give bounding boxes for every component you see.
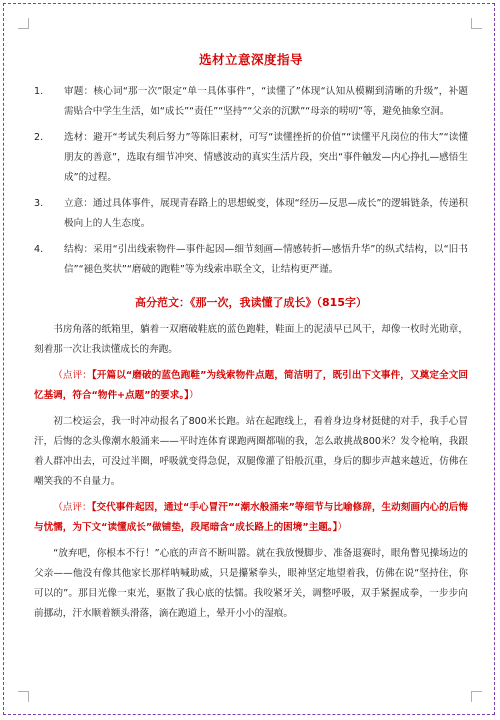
corner-mark-top-left [18, 18, 29, 29]
corner-mark-top-right [471, 18, 482, 29]
item-text: 选材：避开“考试失利后努力”等陈旧素材，可写“读懂挫折的价值”“读懂平凡岗位的伟大”“读懂朋友的善意”，选取有细节冲突、情感波动的真实生活片段，突出“事件触发—内心挣扎—感悟生成”的过程。 [64, 132, 468, 183]
guide-item-2 [34, 128, 468, 188]
item-text: 立意：通过具体事件，展现青春路上的思想蜕变，体现“经历—反思—成长”的逻辑链条，传递积极向上的人生态度。 [64, 198, 468, 229]
item-number: 1. [34, 86, 44, 97]
item-text: 结构：采用“引出线索物件—事件起因—细节刻画—情感转折—感悟升华”的纵式结构，以“旧书信”“褪色奖状”“磨破的跑鞋”等为线索串联全文，让结构更严谨。 [64, 244, 468, 275]
guide-item-3 [34, 194, 468, 234]
corner-mark-bottom-left [18, 691, 29, 702]
guide-item-1 [34, 82, 468, 122]
document-body [34, 50, 468, 630]
corner-mark-bottom-right [471, 691, 482, 702]
guide-item-4 [34, 240, 468, 280]
comment-1 [34, 366, 468, 406]
comment-body: 【开篇以“磨破的蓝色跑鞋”为线索物件点题，简洁明了，既引出下文事件，又奠定全文回忆基调，符合“物件+点题”的要求。】 [34, 370, 469, 401]
comment-end: ） [188, 390, 199, 401]
essay-paragraph-1: 书房角落的纸箱里，躺着一双磨破鞋底的蓝色跑鞋，鞋面上的泥渍早已风干，却像一枚时光勋章，刻着那一次让我读懂成长的奔跑。 [34, 324, 468, 355]
item-number: 2. [34, 132, 44, 143]
page-title: 选材立意深度指导 [198, 52, 303, 67]
item-text: 审题：核心词“那一次”限定“单一具体事件”，“读懂了”体现“认知从模糊到清晰的升级”，补题需贴合中学生生活，如“成长”“责任”“坚持”“父亲的沉默”“母亲的唠叨”等，避免抽象空洞。 [64, 86, 468, 117]
comment-label: （点评： [53, 502, 92, 513]
comment-end: ） [337, 522, 348, 533]
comment-label: （点评： [53, 370, 92, 381]
comment-body: 【交代事件起因，通过“手心冒汗”“潮水般涌来”等细节与比喻修辞，生动刻画内心的后悔与忧懦，为下文“读懂成长”做铺垫，段尾暗含“成长路上的困境”主题。】 [34, 502, 469, 533]
essay-paragraph-3: “放弃吧，你根本不行！”心底的声音不断叫嚣。就在我放慢脚步、准备退赛时，眼角瞥见操场边的父亲——他没有像其他家长那样呐喊助威，只是攥紧拳头，眼神坚定地望着我，仿佛在说“坚持住，你可以的”。那目光像一束光，驱散了我心底的怯懦。我咬紧牙关，调整呼吸，双手紧握成拳，一步步向前挪动，汗水顺着额头滑落，滴在跑道上，晕开小小的湿痕。 [34, 548, 468, 619]
item-number: 4. [34, 244, 44, 255]
essay-title: 高分范文：《那一次，我读懂了成长》（815字） [135, 296, 367, 309]
item-number: 3. [34, 198, 44, 209]
essay-paragraph-2: 初二校运会，我一时冲动报名了800米长跑。站在起跑线上，看着身边身材挺健的对手，我手心冒汗，后悔的念头像潮水般涌来——平时连体育课跑两圈都喘的我，怎么敢挑战800米？发令枪响，我跟着人群冲出去，可没过半圈，呼吸就变得急促，双腿像灌了铅般沉重，身后的脚步声越来越近，仿佛在嘲笑我的不自量力。 [34, 416, 468, 487]
comment-2 [34, 498, 468, 538]
